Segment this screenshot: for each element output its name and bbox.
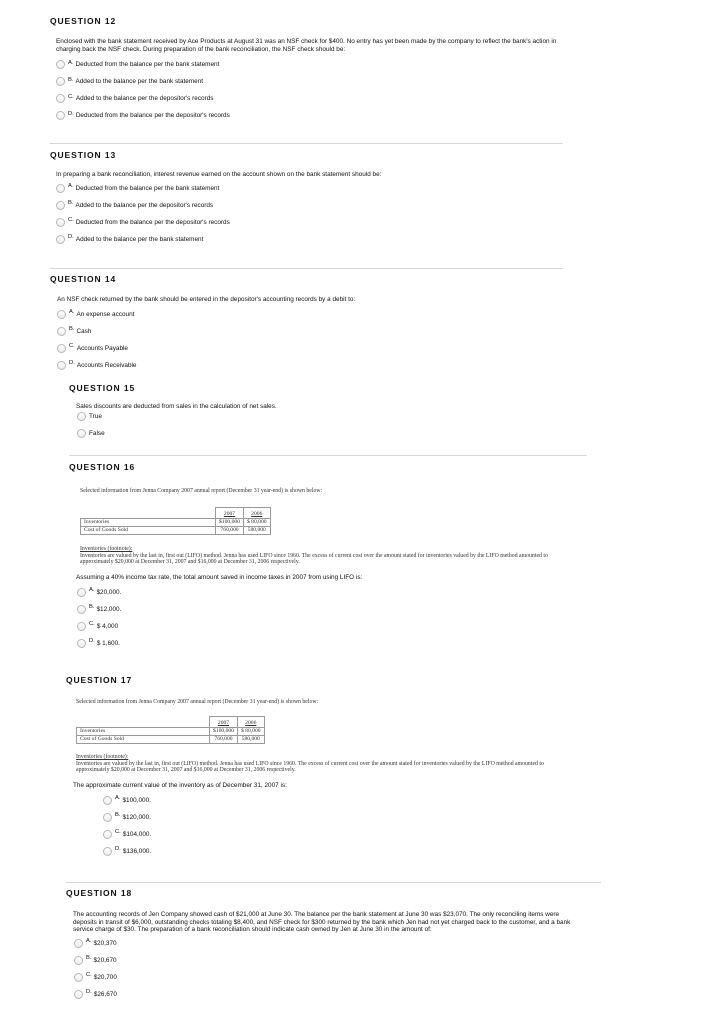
option-a[interactable]: A. Deducted from the balance per the bank statement — [56, 180, 570, 197]
radio-button[interactable] — [57, 361, 66, 370]
question-15 — [69, 383, 589, 442]
option-c[interactable]: C. Accounts Payable — [57, 340, 570, 357]
question-18 — [66, 888, 596, 1003]
radio-button[interactable] — [103, 796, 112, 805]
financial-table: 2007 2006 Inventories $100,000 $ 80,000 Cost of Goods Sold 760,000 580,000 — [80, 507, 271, 535]
question-text: Assuming a 40% income tax rate, the total amount saved in income taxes in 2007 from using LIFO is: — [76, 574, 363, 582]
divider — [69, 455, 587, 456]
option-d[interactable]: D. Deducted from the balance per the depositor's records — [56, 107, 570, 124]
option-d[interactable]: D. $26,670 — [74, 986, 596, 1003]
radio-button[interactable] — [56, 201, 65, 210]
option-d[interactable]: D. $136,000. — [103, 843, 586, 860]
table-row: Cost of Goods Sold 760,000 580,000 — [77, 735, 265, 743]
option-b[interactable]: B. $12,000. — [77, 601, 589, 618]
option-b[interactable]: B. Added to the balance per the depositor's records — [56, 197, 570, 214]
option-d[interactable]: D. $ 1,600. — [77, 635, 589, 652]
radio-button[interactable] — [56, 184, 65, 193]
question-12 — [50, 16, 570, 124]
radio-button[interactable] — [77, 429, 86, 438]
option-d[interactable]: D. Accounts Receivable — [57, 357, 570, 374]
question-heading: QUESTION 17 — [66, 675, 133, 685]
question-text: An NSF check returned by the bank should be entered in the depositor's accounting records by a debit to: — [57, 296, 356, 303]
radio-button[interactable] — [103, 813, 112, 822]
question-14 — [50, 274, 570, 374]
radio-button[interactable] — [56, 218, 65, 227]
option-a[interactable]: A. An expense account — [57, 306, 570, 323]
radio-button[interactable] — [74, 973, 83, 982]
question-heading: QUESTION 15 — [69, 383, 136, 393]
option-true[interactable]: True — [77, 408, 589, 425]
question-text: In preparing a bank reconciliation, interest revenue earned on the account shown on the bank statement should be: — [56, 171, 382, 178]
option-b[interactable]: B. Cash — [57, 323, 570, 340]
radio-button[interactable] — [77, 622, 86, 631]
question-text: The accounting records of Jen Company showed cash of $21,000 at June 30. The balance per the bank statement at June 30 was $23,070. The only reconciling items were deposits in transit of $6,000, outstanding checks totaling $8,400, and NSF check for $300 returned by the bank which Jen had not yet charged back to the customer, and a bank service charge of $30. The preparation of a bank reconciliation should indicate cash owned by Jen at June 30 in the amount of: — [73, 911, 571, 934]
table-row: Inventories $100,000 $ 80,000 — [81, 518, 271, 526]
radio-button[interactable] — [77, 639, 86, 648]
footnote-title: Inventories (footnote): — [80, 545, 133, 552]
question-text: The approximate current value of the inventory as of December 31, 2007 is: — [73, 782, 287, 790]
table-row: Cost of Goods Sold 760,000 580,000 — [81, 526, 271, 534]
footnote-text: Inventories are valued by the last in, first out (LIFO) method. Jenna has used LIFO since 1960. The excess of current cost over the amount stated for inventories valued by the LIFO method amounted to approximately $20,000 at December 31, 2007 and $16,000 at December 31, 2006 respectively. — [80, 552, 548, 566]
radio-button[interactable] — [56, 235, 65, 244]
radio-button[interactable] — [57, 310, 66, 319]
divider — [50, 143, 563, 144]
radio-button[interactable] — [56, 111, 65, 120]
radio-button[interactable] — [56, 94, 65, 103]
question-heading: QUESTION 12 — [50, 16, 117, 26]
footnote-title: Inventories (footnote): — [76, 753, 129, 760]
radio-button[interactable] — [57, 344, 66, 353]
question-17 — [66, 675, 586, 860]
divider — [50, 268, 563, 269]
option-c[interactable]: C. $20,700 — [74, 969, 596, 986]
question-16 — [69, 462, 589, 652]
footnote-text: Inventories are valued by the last in, first out (LIFO) method. Jenna has used LIFO since 1960. The excess of current cost over the amount stated for inventories valued by the LIFO method amounted to approximately $20,000 at December 31, 2007 and $16,000 at December 31, 2006 respectively. — [76, 760, 544, 774]
option-a[interactable]: A. $20,000. — [77, 584, 589, 601]
option-c[interactable]: C. $104,000. — [103, 826, 586, 843]
question-13 — [50, 150, 570, 248]
question-heading: QUESTION 13 — [50, 150, 117, 160]
radio-button[interactable] — [77, 605, 86, 614]
radio-button[interactable] — [57, 327, 66, 336]
option-a[interactable]: A. Deducted from the balance per the bank statement — [56, 56, 570, 73]
radio-button[interactable] — [74, 956, 83, 965]
radio-button[interactable] — [77, 412, 86, 421]
option-a[interactable]: A. $100,000. — [103, 792, 586, 809]
question-text: Sales discounts are deducted from sales in the calculation of net sales. — [76, 403, 277, 410]
radio-button[interactable] — [74, 939, 83, 948]
question-heading: QUESTION 18 — [66, 888, 133, 898]
option-a[interactable]: A. $20,370 — [74, 935, 596, 952]
divider — [66, 882, 601, 883]
option-d[interactable]: D. Added to the balance per the bank statement — [56, 231, 570, 248]
radio-button[interactable] — [74, 990, 83, 999]
question-intro: Selected information from Jenna Company 2007 annual report (December 31 year-end) is shown below: — [80, 488, 323, 494]
question-intro: Selected information from Jenna Company 2007 annual report (December 31 year-end) is shown below: — [76, 699, 319, 705]
option-b[interactable]: B. $120,000. — [103, 809, 586, 826]
radio-button[interactable] — [56, 77, 65, 86]
option-b[interactable]: B. Added to the balance per the bank statement — [56, 73, 570, 90]
option-c[interactable]: C. Added to the balance per the depositor's records — [56, 90, 570, 107]
option-c[interactable]: C. Deducted from the balance per the depositor's records — [56, 214, 570, 231]
question-heading: QUESTION 16 — [69, 462, 136, 472]
table-row: Inventories $100,000 $ 80,000 — [77, 727, 265, 735]
radio-button[interactable] — [103, 847, 112, 856]
option-false[interactable]: False — [77, 425, 589, 442]
radio-button[interactable] — [56, 60, 65, 69]
option-c[interactable]: C. $ 4,000 — [77, 618, 589, 635]
question-text: Enclosed with the bank statement received by Ace Products at August 31 was an NSF check for $400. No entry has yet been made by the company to reflect the bank's action in charging back the NSF check. During preparation of the bank reconciliation, the NSF check should be: — [56, 38, 557, 53]
financial-table: 2007 2006 Inventories $100,000 $ 80,000 Cost of Goods Sold 760,000 580,000 — [76, 716, 265, 744]
option-b[interactable]: B. $20,670 — [74, 952, 596, 969]
question-heading: QUESTION 14 — [50, 274, 117, 284]
radio-button[interactable] — [77, 588, 86, 597]
radio-button[interactable] — [103, 830, 112, 839]
